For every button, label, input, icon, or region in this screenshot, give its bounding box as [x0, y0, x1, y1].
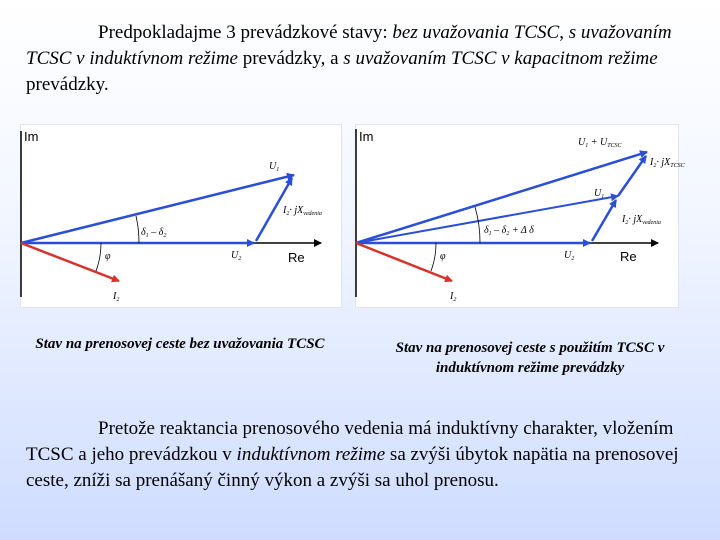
- phasor-diagram-right-svg: [356, 125, 685, 307]
- phasor-diagram-left-svg: [21, 125, 341, 307]
- intro-paragraph: [26, 20, 698, 98]
- intro-text-4: prevádzky.: [26, 74, 109, 95]
- angle-arc-delta: [475, 207, 480, 243]
- axis-label-im: Im: [359, 129, 374, 144]
- conclusion-text-1: Pretože reaktancia prenosového vedenia má induktívny charakter, vložením TCSC a jeho prevádzkou v: [26, 418, 674, 465]
- label-i2: $I_2$: [450, 291, 457, 303]
- phasor-diagram-with-tcsc: [355, 124, 685, 308]
- axis-label-im: Im: [24, 129, 39, 144]
- label-u1: $U_1$: [269, 161, 280, 173]
- intro-text-1: Predpokladajme 3 prevádzkové stavy:: [98, 22, 393, 43]
- intro-state-inductive: s uvažovaním TCSC v induktívnom režime: [26, 22, 672, 69]
- phasor-diagram-without-tcsc: [20, 124, 342, 308]
- vector-voltage-drop: [256, 178, 292, 241]
- conclusion-paragraph: [26, 416, 698, 494]
- label-delta: $\delta_1 - \delta_2$: [141, 227, 167, 239]
- label-i2: $I_2$: [113, 291, 120, 303]
- intro-text-2: ,: [559, 22, 569, 43]
- label-u1: $U_1$: [594, 188, 605, 200]
- axis-label-re: Re: [620, 249, 637, 264]
- intro-state-capacitive: s uvažovaním TCSC v kapacitnom režime: [343, 48, 658, 69]
- angle-arc-phi: [431, 243, 436, 271]
- intro-state-no-tcsc: bez uvažovania TCSC: [392, 22, 560, 43]
- angle-arc-delta: [136, 216, 139, 243]
- label-voltage-drop: $I_2\cdot jX_{vedenia}$: [283, 205, 322, 217]
- caption-with-tcsc-inductive: Stav na prenosovej ceste s použitím TCSC v induktívnom režime prevádzky: [395, 340, 665, 376]
- label-phi: φ: [105, 251, 111, 262]
- conclusion-inductive-mode: induktívnom režime: [236, 444, 386, 465]
- vector-line-voltage-drop: [592, 200, 616, 241]
- vector-current-i2: [21, 243, 119, 281]
- angle-arc-phi: [96, 243, 101, 271]
- label-u2: $U_2$: [564, 250, 575, 262]
- intro-text-3: prevádzky, a: [237, 48, 344, 69]
- label-phi: φ: [440, 251, 446, 262]
- caption-without-tcsc: Stav na prenosovej ceste bez uvažovania TCSC: [35, 336, 325, 352]
- label-line-voltage-drop: $I_2\cdot jX_{vedenia}$: [622, 214, 661, 226]
- label-u1-plus-utcsc: $U_1 + U_{TCSC}$: [578, 137, 622, 149]
- label-delta: $\delta_1 - \delta_2 + \Delta$ δ: [484, 225, 534, 237]
- vector-current-i2: [356, 243, 452, 281]
- axis-label-re: Re: [288, 250, 305, 265]
- vector-tcsc-voltage-drop: [618, 156, 646, 196]
- label-u2: $U_2$: [231, 250, 242, 262]
- conclusion-text-2: sa zvýši úbytok napätia na prenosovej ceste, zníži sa prenášaný činný výkon a zvýši sa uhol prenosu.: [26, 444, 679, 491]
- label-tcsc-voltage-drop: $I_2\cdot jX_{TCSC}$: [650, 157, 685, 169]
